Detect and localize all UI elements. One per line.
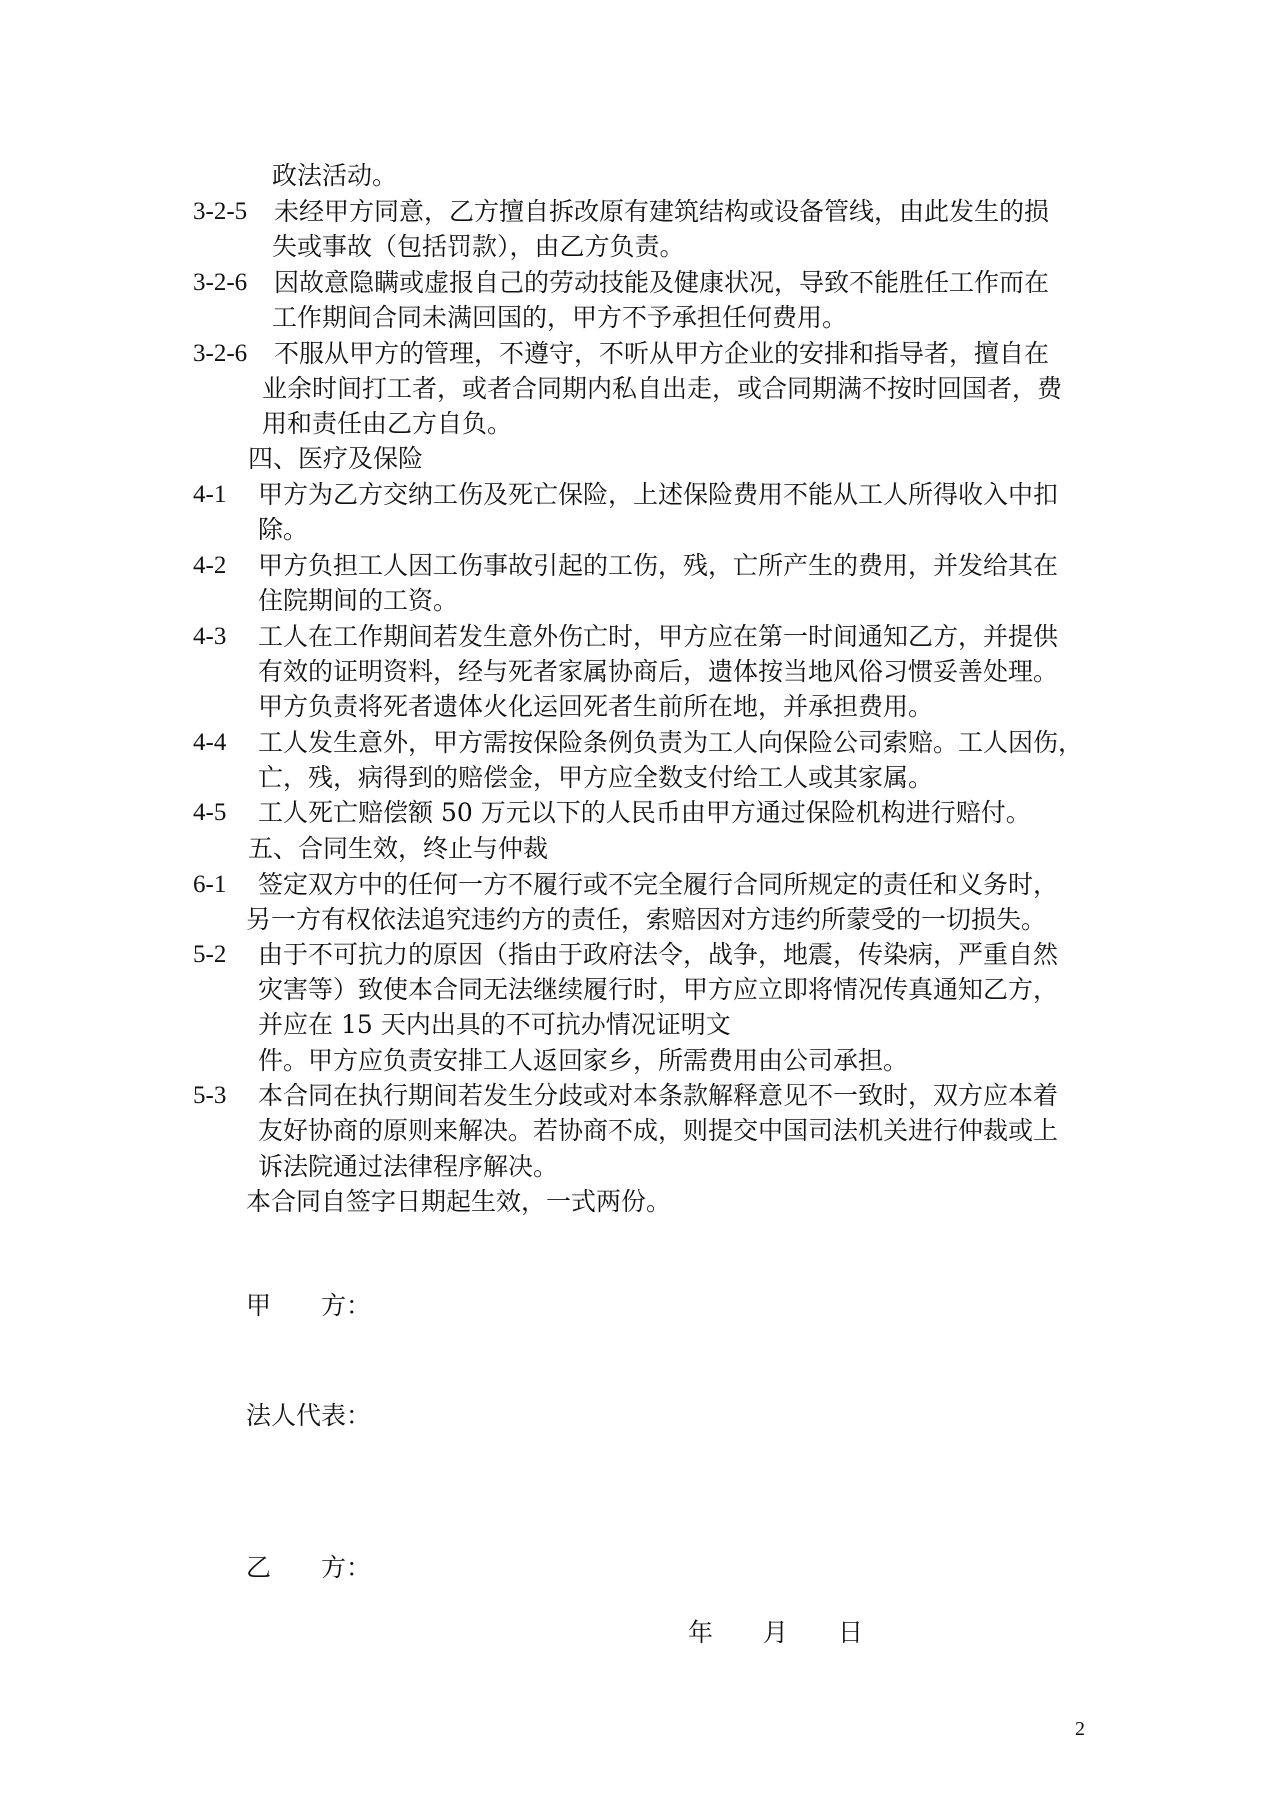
clause-line: 由于不可抗力的原因（指由于政府法令，战争，地震，传染病，严重自然 [258,940,1059,969]
clause-line: 诉法院通过法律程序解决。 [258,1152,559,1181]
clause-number: 4-2 [193,552,227,579]
clause-number: 3-2-6 [193,340,248,367]
clause-line: 用和责任由乙方自负。 [262,409,513,438]
clause-line: 甲方为乙方交纳工伤及死亡保险，上述保险费用不能从工人所得收入中扣 [258,480,1059,509]
clause-line: 亡，残，病得到的赔偿金，甲方应全数支付给工人或其家属。 [258,763,934,792]
clause-line: 并应在 15 天内出具的不可抗办情况证明文 [258,1010,731,1039]
clause-line: 因故意隐瞒或虚报自己的劳动技能及健康状况，导致不能胜任工作而在 [274,268,1050,297]
clause-line: 未经甲方同意，乙方擅自拆改原有建筑结构或设备管线，由此发生的损 [274,197,1050,226]
clause-line: 失或事故（包括罚款），由乙方负责。 [272,232,685,261]
date-label: 年 月 日 [688,1618,864,1647]
section-heading: 四、医疗及保险 [248,444,424,473]
clause-line: 工人在工作期间若发生意外伤亡时，甲方应在第一时间通知乙方，并提供 [258,622,1059,651]
clause-line: 签定双方中的任何一方不履行或不完全履行合同所规定的责任和义务时， [258,870,1059,899]
clause-line: 本合同在执行期间若发生分歧或对本条款解释意见不一致时，双方应本着 [258,1081,1059,1110]
clause-line: 工作期间合同未满回国的，甲方不予承担任何费用。 [272,303,848,332]
party-b-label: 乙 方： [246,1553,372,1582]
clause-line: 另一方有权依法追究违约方的责任，索赔因对方违约所蒙受的一切损失。 [246,905,1047,934]
effective-statement: 本合同自签字日期起生效，一式两份。 [246,1187,672,1216]
clause-number: 4-5 [193,799,227,826]
clause-number: 4-3 [193,623,227,650]
party-a-label: 甲 方： [246,1291,372,1320]
clause-line: 不服从甲方的管理，不遵守，不听从甲方企业的安排和指导者，擅自在 [274,339,1050,368]
clause-line: 有效的证明资料，经与死者家属协商后，遗体按当地风俗习惯妥善处理。 [258,657,1059,686]
clause-line: 住院期间的工资。 [258,586,459,615]
clause-line: 友好协商的原则来解决。若协商不成，则提交中国司法机关进行仲裁或上 [258,1116,1059,1145]
clause-number: 4-4 [193,729,227,756]
clause-number: 6-1 [193,871,227,898]
section-heading: 五、合同生效，终止与仲裁 [248,834,549,863]
clause-line: 除。 [258,515,309,544]
page-number: 2 [1075,1718,1085,1740]
clause-number: 3-2-6 [193,269,248,296]
clause-line: 灾害等）致使本合同无法继续履行时，甲方应立即将情况传真通知乙方， [258,975,1059,1004]
clause-number: 3-2-5 [193,198,248,225]
clause-line: 政法活动。 [272,161,398,190]
clause-line: 工人死亡赔偿额 50 万元以下的人民币由甲方通过保险机构进行赔付。 [258,798,1031,827]
clause-line: 业余时间打工者，或者合同期内私自出走，或合同期满不按时回国者，费 [262,374,1063,403]
clause-line: 件。甲方应负责安排工人返回家乡，所需费用由公司承担。 [258,1046,909,1075]
clause-line: 甲方负责将死者遗体火化运回死者生前所在地，并承担费用。 [258,692,934,721]
clause-line: 工人发生意外，甲方需按保险条例负责为工人向保险公司索赔。工人因伤， [258,728,1084,757]
clause-line: 甲方负担工人因工伤事故引起的工伤，残，亡所产生的费用，并发给其在 [258,551,1059,580]
clause-number: 5-2 [193,941,227,968]
clause-number: 5-3 [193,1082,227,1109]
clause-number: 4-1 [193,481,227,508]
legal-rep-label: 法人代表： [246,1401,372,1430]
